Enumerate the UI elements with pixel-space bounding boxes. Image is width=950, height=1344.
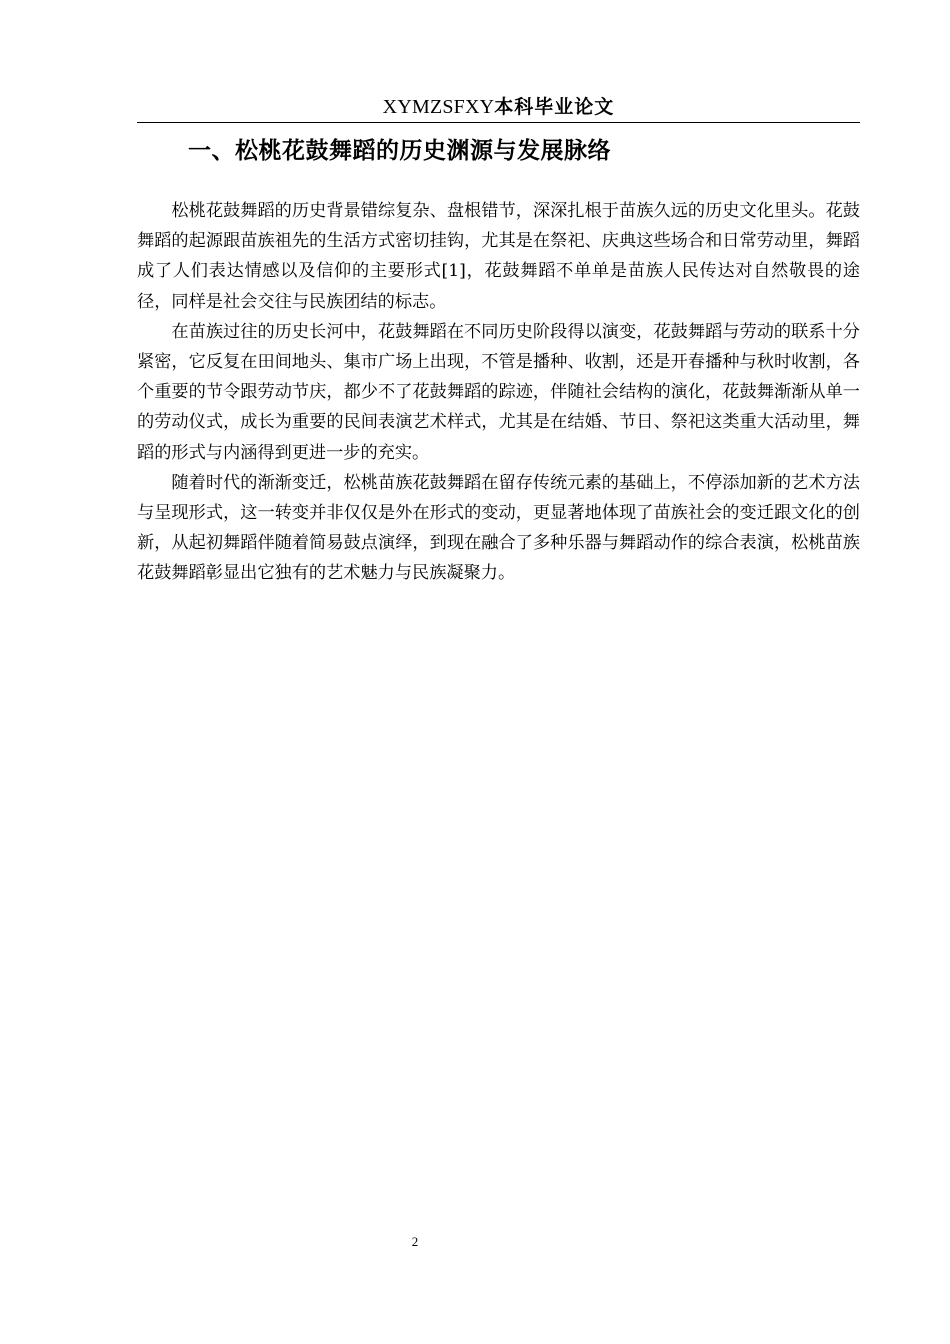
paragraph-2: 在苗族过往的历史长河中，花鼓舞蹈在不同历史阶段得以演变，花鼓舞蹈与劳动的联系十分紧密，它反复在田间地头、集市广场上出现，不管是播种、收割，还是开春播种与秋时收割，各个重要的节令跟劳动节庆，都少不了花鼓舞蹈的踪迹，伴随社会结构的演化，花鼓舞渐渐从单一的劳动仪式，成长为重要的民间表演艺术样式，尤其是在结婚、节日、祭祀这类重大活动里，舞蹈的形式与内涵得到更进一步的充实。 [137,321,860,463]
header-divider [137,122,860,123]
body-text [137,196,860,589]
header-institution-code: XYMZSFXY [382,96,495,118]
header-document-type: 本科毕业论文 [494,96,615,118]
paragraph-3: 随着时代的渐渐变迁，松桃苗族花鼓舞蹈在留存传统元素的基础上，不停添加新的艺术方法与呈现形式，这一转变并非仅仅是外在形式的变动，更显著地体现了苗族社会的变迁跟文化的创新，从起初舞蹈伴随着简易鼓点演绎，到现在融合了多种乐器与舞蹈动作的综合表演，松桃苗族花鼓舞蹈彰显出它独有的艺术魅力与民族凝聚力。 [137,472,860,584]
page-header [137,90,860,122]
page-number: 2 [411,1234,419,1249]
section-title: 一、松桃花鼓舞蹈的历史渊源与发展脉络 [188,138,611,164]
paragraph-1: 松桃花鼓舞蹈的历史背景错综复杂、盘根错节，深深扎根于苗族久远的历史文化里头。花鼓舞蹈的起源跟苗族祖先的生活方式密切挂钩，尤其是在祭祀、庆典这些场合和日常劳动里，舞蹈成了人们表达情感以及信仰的主要形式[1]，花鼓舞蹈不单单是苗族人民传达对自然敬畏的途径，同样是社会交往与民族团结的标志。 [137,201,860,312]
